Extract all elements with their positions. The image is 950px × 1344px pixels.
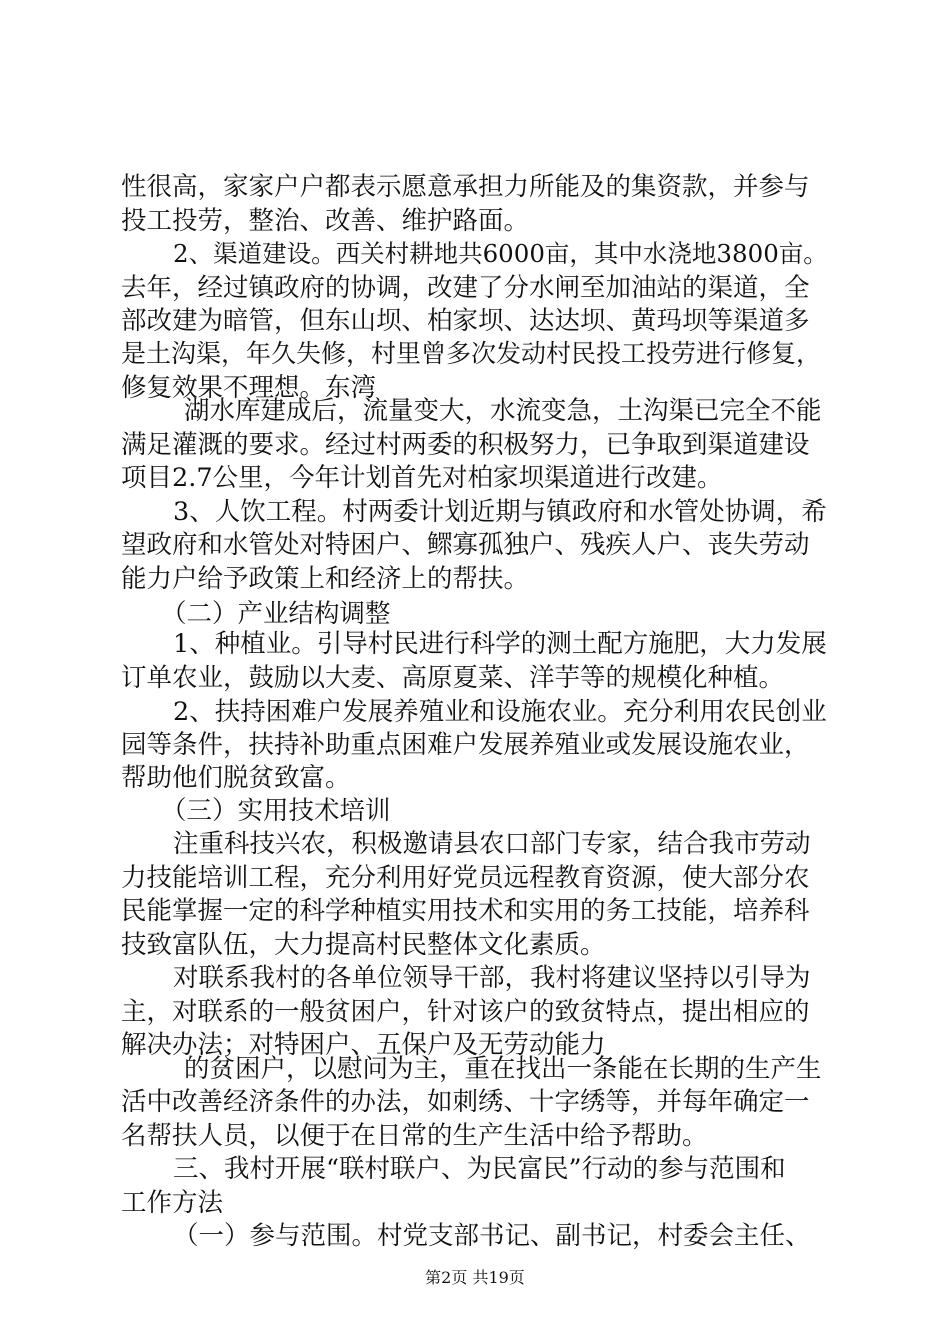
text-line: 三、我村开展“联村联户、为民富民”行动的参与范围和 (173, 1154, 786, 1184)
text-line: 对联系我村的各单位领导干部，我村将建议坚持以引导为 (173, 963, 811, 993)
text-line: 注重科技兴农，积极邀请县农口部门专家，结合我市劳动 (173, 829, 811, 859)
text-line: 去年，经过镇政府的协调，改建了分水闸至加油站的渠道，全 (121, 273, 810, 303)
page-number-footer: 第2页 共19页 (425, 1268, 525, 1287)
text-line: 工作方法 (121, 1188, 224, 1218)
text-line: 技致富队伍，大力提高村民整体文化素质。 (121, 930, 606, 960)
text-line: 解决办法；对特困户、五保户及无劳动能力 (121, 1030, 606, 1060)
section-heading: （三）实用技术培训 (161, 796, 391, 826)
text-line: 是土沟渠，年久失修，村里曾多次发动村民投工投劳进行修复， (121, 339, 822, 368)
text-line: 3、人饮工程。村两委计划近期与镇政府和水管处协调，希 (173, 497, 827, 527)
text-line: 2、渠道建设。西关村耕地共6000亩，其中水浇地3800亩。 (173, 239, 828, 268)
text-line: 湖水库建成后，流量变大，水流变急，土沟渠已完全不能 (184, 396, 822, 426)
text-line: 主，对联系的一般贫困户，针对该户的致贫特点，提出相应的 (121, 997, 810, 1027)
text-line: 满足灌溉的要求。经过村两委的积极努力，已争取到渠道建设 (121, 430, 810, 460)
text-line: 帮助他们脱贫致富。 (121, 763, 351, 793)
text-line: 2、扶持困难户发展养殖业和设施农业。充分利用农民创业 (173, 697, 827, 727)
section-heading: （二）产业结构调整 (161, 599, 391, 629)
text-line: （一）参与范围。村党支部书记、副书记，村委会主任、 (173, 1221, 811, 1251)
text-line: 投工投劳，整治、改善、维护路面。 (121, 206, 530, 236)
text-line: 力技能培训工程，充分利用好党员远程教育资源，使大部分农 (121, 863, 810, 893)
text-line: 项目2.7公里，今年计划首先对柏家坝渠道进行改建。 (121, 463, 723, 493)
text-line: 民能掌握一定的科学种植实用技术和实用的务工技能，培养科 (121, 896, 810, 926)
text-line: 性很高，家家户户都表示愿意承担力所能及的集资款，并参与 (121, 172, 810, 202)
text-line: 名帮扶人员，以便于在日常的生产生活中给予帮助。 (121, 1121, 708, 1151)
text-line: 1、种植业。引导村民进行科学的测土配方施肥，大力发展 (173, 629, 827, 659)
text-line: 部改建为暗管，但东山坝、柏家坝、达达坝、黄玛坝等渠道多 (121, 306, 810, 336)
text-line: 活中改善经济条件的办法，如刺绣、十字绣等，并每年确定一 (121, 1087, 810, 1117)
text-line: 的贫困户，以慰问为主，重在找出一条能在长期的生产生 (184, 1054, 822, 1084)
text-line: 望政府和水管处对特困户、鳏寡孤独户、残疾人户、丧失劳动 (121, 530, 810, 560)
text-line: 能力户给予政策上和经济上的帮扶。 (121, 564, 530, 594)
text-line: 订单农业，鼓励以大麦、高原夏菜、洋芋等的规模化种植。 (121, 663, 785, 693)
text-line: 修复效果不理想。东湾 (121, 373, 377, 403)
text-line: 园等条件，扶持补助重点困难户发展养殖业或发展设施农业， (121, 730, 810, 760)
